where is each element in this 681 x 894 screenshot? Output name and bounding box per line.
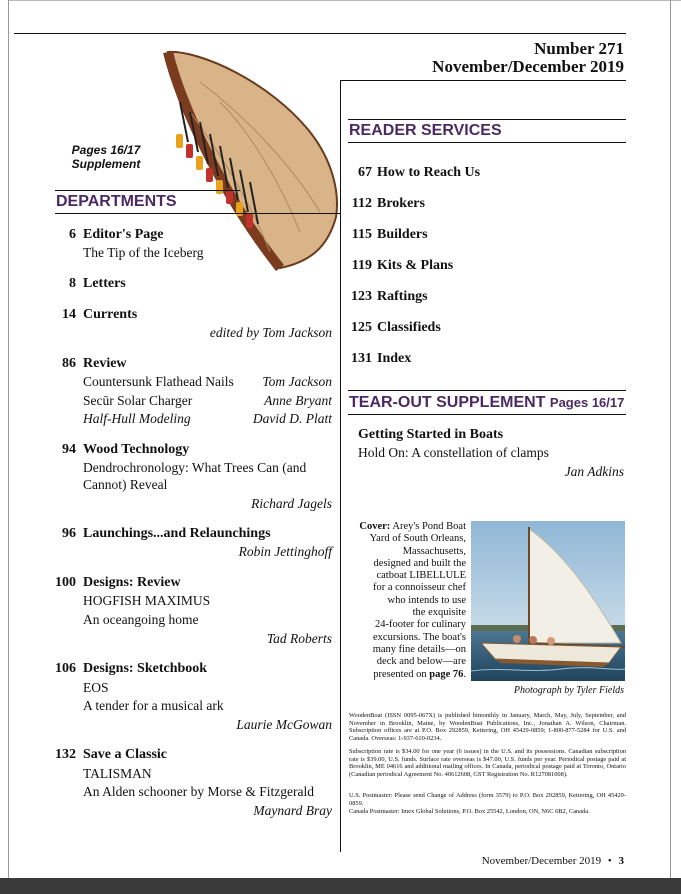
- service-page-number: 119: [351, 258, 372, 273]
- dept-byline: Robin Jettinghoff: [238, 544, 332, 559]
- tearout-subtitle: Hold On: A constellation of clamps: [358, 445, 549, 460]
- dept-page-number: 94: [62, 442, 76, 457]
- departments-rule: [55, 190, 240, 191]
- tearout-byline: Jan Adkins: [564, 464, 624, 479]
- publication-info: WoodenBoat (ISSN 0095-067X) is published bimonthly in January, March, May, July, September, and November in Brooklin, Maine, by WoodenBoat Publications, Inc., Jonathan A. Wilson, Chairman. Subscription offices are at P.O. Box 292859, Kettering, OH 45429-0859; 1-800-877-5284 for U.S. and Canada. Overseas: 1-937-610-0234.: [349, 712, 626, 742]
- page-top-edge: [8, 0, 681, 1]
- reader-services-heading: READER SERVICES: [349, 122, 502, 139]
- dept-page-number: 132: [55, 747, 76, 762]
- dept-title: Designs: Sketchbook: [83, 661, 208, 676]
- dept-page-number: 106: [55, 661, 76, 676]
- issue-number: Number 271: [534, 39, 624, 58]
- service-label: Builders: [377, 227, 428, 242]
- reader-services-rule: [348, 119, 626, 120]
- boat-illustration: [160, 42, 350, 277]
- issue-date: November/December 2019: [432, 57, 624, 76]
- photo-credit: Photograph by Tyler Fields: [513, 685, 624, 696]
- dept-subtitle: Cannot) Reveal: [83, 477, 168, 492]
- dept-page-number: 86: [62, 356, 76, 371]
- dept-subtitle: EOS: [83, 680, 109, 695]
- service-label: Brokers: [377, 196, 425, 211]
- review-item-author: Anne Bryant: [264, 393, 332, 408]
- tearout-underline: [348, 414, 626, 415]
- review-item-author: Tom Jackson: [262, 374, 332, 389]
- reader-services-underline: [348, 142, 626, 143]
- dept-page-number: 8: [69, 276, 76, 291]
- service-page-number: 123: [351, 289, 372, 304]
- dept-page-number: 14: [62, 307, 76, 322]
- dept-page-number: 6: [69, 227, 76, 242]
- page-left-edge: [8, 0, 9, 878]
- departments-heading: DEPARTMENTS: [56, 193, 177, 210]
- review-item-title: Half-Hull Modeling: [83, 411, 191, 426]
- dept-subtitle: TALISMAN: [83, 766, 152, 781]
- viewer-bottom-bar: [0, 878, 681, 894]
- dept-subtitle: A tender for a musical ark: [83, 698, 224, 713]
- dept-title: Review: [83, 356, 127, 371]
- dept-title: Letters: [83, 276, 126, 291]
- dept-byline: Maynard Bray: [253, 803, 332, 818]
- dept-byline: Richard Jagels: [251, 496, 332, 511]
- dept-page-number: 96: [62, 526, 76, 541]
- departments-underline: [55, 213, 340, 214]
- dept-page-number: 100: [55, 575, 76, 590]
- review-item-title: Secūr Solar Charger: [83, 393, 193, 408]
- tearout-title: Getting Started in Boats: [358, 427, 504, 442]
- service-label: Kits & Plans: [377, 258, 454, 273]
- subscription-info: Subscription rate is $34.00 for one year (6 issues) in the U.S. and its possessions. Canadian subscription rate is $39.00, U.S. funds. Surface rate overseas is $47.00, U.S. funds per year. Periodical postage paid at Brooklin, ME 04616 and additional mailing offices. In Canada, periodical postage paid at Toronto, Ontario (Canadian periodical Agreement No. 40612608, GST Registration No. R127081008).: [349, 748, 626, 778]
- cover-photo: [471, 521, 625, 681]
- dept-subtitle: An oceangoing home: [83, 612, 199, 627]
- service-label: How to Reach Us: [377, 165, 481, 180]
- service-page-number: 115: [351, 227, 372, 242]
- dept-byline: Tad Roberts: [266, 631, 332, 646]
- service-label: Classifieds: [377, 320, 441, 335]
- dept-subtitle: An Alden schooner by Morse & Fitzgerald: [83, 784, 314, 799]
- dept-title: Wood Technology: [83, 442, 190, 457]
- service-page-number: 125: [351, 320, 372, 335]
- top-rule: [14, 33, 626, 34]
- us-postmaster-info: U.S. Postmaster: Please send Change of Address (form 3579) to P.O. Box 292859, Kettering, OH 45429-0859.: [349, 792, 626, 807]
- dept-title: Currents: [83, 307, 138, 322]
- service-page-number: 112: [351, 196, 372, 211]
- dept-title: Launchings...and Relaunchings: [83, 526, 271, 541]
- dept-byline: edited by Tom Jackson: [209, 325, 332, 340]
- tearout-heading: TEAR-OUT SUPPLEMENT Pages 16/17: [349, 394, 625, 411]
- cover-caption: Cover: Arey's Pond Boat Yard of South Orleans, Massachusetts, designed and built the catboat LIBELLULE for a connoisseur chef who intends to use the exquisite 24-footer for culinary excursions. The boat's many fine details—on deck and below—are presented on page 76.: [359, 521, 466, 680]
- service-page-number: 131: [351, 351, 372, 366]
- page-footer: November/December 2019 • 3: [481, 855, 624, 867]
- header-rule: [340, 80, 626, 81]
- review-item-author: David D. Platt: [252, 411, 332, 426]
- dept-subtitle: HOGFISH MAXIMUS: [83, 593, 211, 608]
- service-label: Raftings: [377, 289, 428, 304]
- dept-byline: Laurie McGowan: [236, 717, 332, 732]
- canada-postmaster-info: Canada Postmaster: Imex Global Solutions, P.O. Box 25542, London, ON, N6C 6B2, Canada.: [349, 808, 590, 815]
- dept-subtitle: The Tip of the Iceberg: [83, 245, 204, 260]
- supplement-note: Pages 16/17 Supplement: [71, 143, 141, 171]
- dept-title: Save a Classic: [83, 747, 167, 762]
- dept-title: Editor's Page: [83, 227, 164, 242]
- dept-subtitle: Dendrochronology: What Trees Can (and: [83, 460, 307, 475]
- tearout-rule: [348, 390, 626, 391]
- page-right-edge: [670, 0, 671, 878]
- service-page-number: 67: [358, 165, 372, 180]
- dept-title: Designs: Review: [83, 575, 181, 590]
- service-label: Index: [377, 351, 412, 366]
- review-item-title: Countersunk Flathead Nails: [83, 374, 234, 389]
